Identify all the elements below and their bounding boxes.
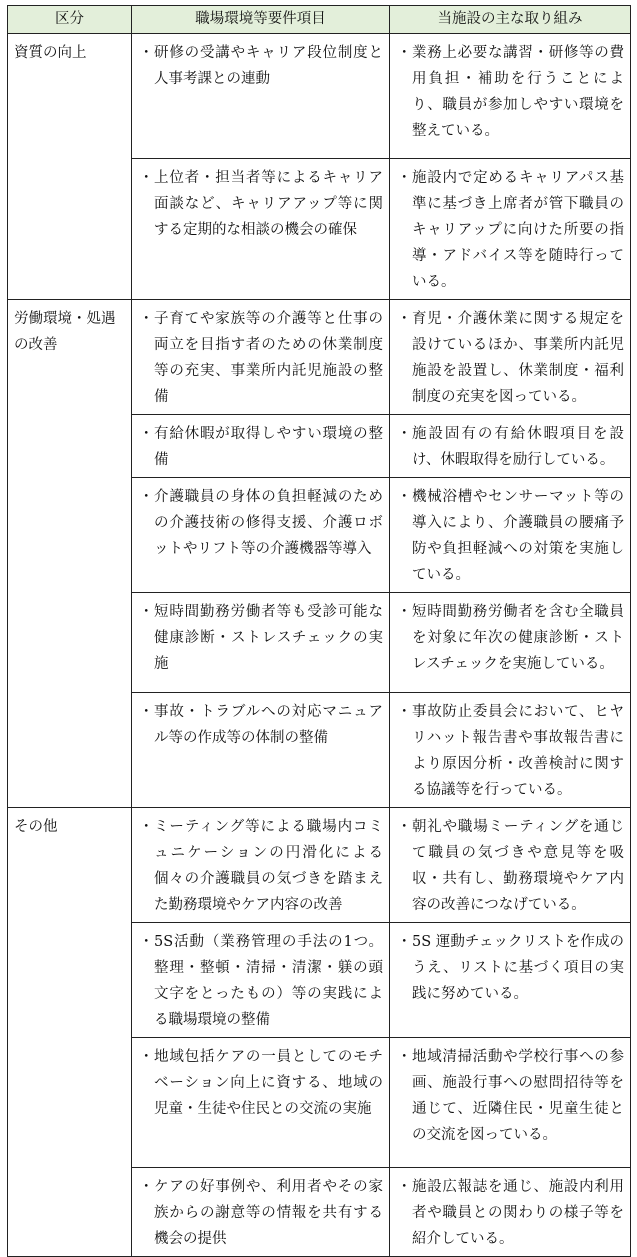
- bullet-mark: ・: [397, 426, 412, 442]
- facility-action-cell: [390, 478, 631, 593]
- facility-action-cell: [390, 415, 631, 478]
- requirement-item-cell: [132, 300, 390, 415]
- category-cell: 労働環境・処遇の改善: [8, 300, 132, 808]
- facility-action-text: 業務上必要な講習・研修等の費用負担・補助を行うことにより、職員が参加しやすい環境を整えている。: [412, 45, 624, 139]
- bullet-mark: ・: [397, 1049, 412, 1065]
- category-cell: その他: [8, 808, 132, 1257]
- bullet-mark: ・: [139, 489, 154, 505]
- requirement-item-text: 短時間勤務労働者等も受診可能な健康診断・ストレスチェックの実施: [154, 604, 383, 672]
- header-requirement-item: 職場環境等要件項目: [132, 6, 390, 34]
- facility-action-cell: [390, 693, 631, 808]
- bullet-mark: ・: [139, 311, 154, 327]
- bullet-mark: ・: [397, 704, 412, 720]
- bullet-mark: ・: [139, 819, 154, 835]
- requirement-item-text: 事故・トラブルへの対応マニュアル等の作成等の体制の整備: [154, 704, 383, 746]
- facility-action-cell: [390, 593, 631, 693]
- facility-action-cell: [390, 159, 631, 300]
- requirement-item-cell: [132, 415, 390, 478]
- bullet-mark: ・: [397, 819, 412, 835]
- requirement-item-text: ミーティング等による職場内コミュニケーションの円滑化による個々の介護職員の気づきを踏まえた勤務環境やケア内容の改善: [154, 819, 383, 913]
- facility-action-cell: [390, 34, 631, 159]
- requirements-table: [7, 5, 631, 1257]
- bullet-mark: ・: [139, 1049, 154, 1065]
- facility-action-text: 育児・介護休業に関する規定を設けているほか、事業所内託児施設を設置し、休業制度・福利制度の充実を図っている。: [412, 311, 624, 405]
- requirement-item-text: 介護職員の身体の負担軽減のための介護技術の修得支援、介護ロボットやリフト等の介護機器等導入: [154, 489, 383, 557]
- facility-action-text: 5S 運動チェックリストを作成のうえ、リストに基づく項目の実践に努めている。: [412, 934, 624, 1002]
- bullet-mark: ・: [139, 45, 154, 61]
- bullet-mark: ・: [397, 311, 412, 327]
- bullet-mark: ・: [139, 704, 154, 720]
- requirement-item-cell: [132, 923, 390, 1038]
- facility-action-cell: [390, 808, 631, 923]
- header-row: [8, 6, 631, 34]
- bullet-mark: ・: [397, 1179, 412, 1195]
- requirement-item-cell: [132, 1038, 390, 1168]
- requirement-item-text: 研修の受講やキャリア段位制度と人事考課との連動: [154, 45, 383, 87]
- requirement-item-cell: [132, 593, 390, 693]
- bullet-mark: ・: [397, 45, 412, 61]
- facility-action-text: 事故防止委員会において、ヒヤリハット報告書や事故報告書により原因分析・改善検討に関する協議等を行っている。: [412, 704, 624, 798]
- bullet-mark: ・: [139, 170, 154, 186]
- table-row: [8, 34, 631, 159]
- facility-action-text: 地域清掃活動や学校行事への参画、施設行事への慰問招待等を通じて、近隣住民・児童生徒との交流を図っている。: [412, 1049, 624, 1143]
- requirement-item-text: 上位者・担当者等によるキャリア面談など、キャリアアップ等に関する定期的な相談の機会の確保: [154, 170, 383, 238]
- facility-action-text: 施設固有の有給休暇項目を設け、休暇取得を励行している。: [412, 426, 624, 468]
- facility-action-text: 朝礼や職場ミーティングを通じて職員の気づきや意見等を吸収・共有し、勤務環境やケア内容の改善につなげている。: [412, 819, 624, 913]
- requirement-item-cell: [132, 808, 390, 923]
- bullet-mark: ・: [139, 604, 154, 620]
- facility-action-text: 施設広報誌を通じ、施設内利用者や職員との関わりの様子等を紹介している。: [412, 1179, 624, 1247]
- requirement-item-text: 子育てや家族等の介護等と仕事の両立を目指す者のための休業制度等の充実、事業所内託児施設の整備: [154, 311, 383, 405]
- facility-action-text: 機械浴槽やセンサーマット等の導入により、介護職員の腰痛予防や負担軽減への対策を実施している。: [412, 489, 624, 583]
- table-row: [8, 808, 631, 923]
- facility-action-text: 短時間勤務労働者を含む全職員を対象に年次の健康診断・ストレスチェックを実施している。: [412, 604, 624, 672]
- table-body: [8, 34, 631, 1257]
- requirement-item-cell: [132, 159, 390, 300]
- requirement-item-cell: [132, 478, 390, 593]
- bullet-mark: ・: [139, 1179, 154, 1195]
- bullet-mark: ・: [397, 604, 412, 620]
- table-row: [8, 300, 631, 415]
- requirement-item-text: 地域包括ケアの一員としてのモチベーション向上に資する、地域の児童・生徒や住民との交流の実施: [154, 1049, 383, 1117]
- requirement-item-text: 有給休暇が取得しやすい環境の整備: [154, 426, 383, 468]
- bullet-mark: ・: [139, 426, 154, 442]
- facility-action-text: 施設内で定めるキャリアパス基準に基づき上席者が管下職員のキャリアップに向けた所要の指導・アドバイス等を随時行っている。: [412, 170, 624, 290]
- bullet-mark: ・: [397, 170, 412, 186]
- requirement-item-text: ケアの好事例や、利用者やその家族からの謝意等の情報を共有する機会の提供: [154, 1179, 383, 1247]
- requirement-item-text: 5S活動（業務管理の手法の1つ。整理・整頓・清掃・清潔・躾の頭文字をとったもの）等の実践による職場環境の整備: [154, 934, 383, 1028]
- header-category: 区分: [8, 6, 132, 34]
- facility-action-cell: [390, 1038, 631, 1168]
- facility-action-cell: [390, 923, 631, 1038]
- bullet-mark: ・: [139, 934, 154, 950]
- category-cell: 資質の向上: [8, 34, 132, 300]
- requirement-item-cell: [132, 1168, 390, 1257]
- facility-action-cell: [390, 1168, 631, 1257]
- facility-action-cell: [390, 300, 631, 415]
- requirement-item-cell: [132, 34, 390, 159]
- header-facility-action: 当施設の主な取り組み: [390, 6, 631, 34]
- bullet-mark: ・: [397, 489, 412, 505]
- requirement-item-cell: [132, 693, 390, 808]
- bullet-mark: ・: [397, 934, 412, 950]
